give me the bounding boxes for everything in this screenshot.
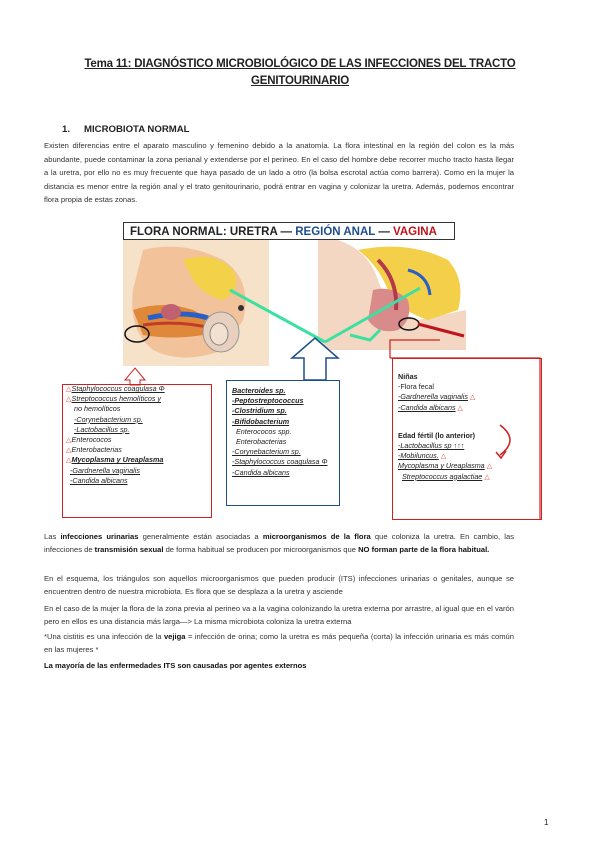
vagina-flora-list (398, 372, 492, 482)
vagina-ninas-item: -Gardnerella vaginalis (398, 392, 468, 402)
p5-text: = infección de orina; como la uretra es más pequeña (corta) la infección urinaria es más común en las mujeres * (44, 632, 515, 654)
title-line-1: Tema 11: DIAGNÓSTICO MICROBIOLÓGICO DE LAS INFECCIONES DEL TRACTO (84, 58, 516, 70)
paragraph-esquema: En el esquema, los triángulos son aquellos microorganismos que pueden producir (ITS) infecciones urinarias o genitales, aunque se encuentren dentro de nuestra microbiota. Es flora que se desplaza a la uretra y asciende (44, 574, 514, 596)
paragraph-its: La mayoría de las enfermedades ITS son causadas por agentes externos (44, 661, 307, 670)
intro-paragraph: Existen diferencias entre el aparato masculino y femenino debido a la anatomía. La flora intestinal en la región del colon es la más abundante, puede contaminar la zona perianal y extenderse por el perineo. En el caso del hombre debe recorrer mucho tracto hasta llegar a la uretra, por ello no es muy frecuente que haya pasado de un lado a otro (la bolsa escrotal actúa como barrera). Como en la mujer la distancia es menor entre la región anal y el trato genitourinario, podrá entrar en vagina y colonizar la uretra. Además, podemos encontrar flora propia de estas zonas. (44, 141, 514, 205)
warning-triangle-icon: △ (469, 392, 476, 402)
vagina-fertil-item: Streptococcus agalactiae (402, 471, 483, 481)
p2-bold: transmisión sexual (94, 545, 164, 554)
uretra-item: Staphylococcus coagulasa Φ (71, 384, 165, 393)
anal-item: -Bifidobacterium (232, 416, 290, 426)
anal-item: -Clostridium sp. (232, 406, 287, 416)
anal-item: Enterobacterias (236, 437, 287, 447)
vagina-ninas-item: -Flora fecal (398, 382, 434, 392)
vagina-fertil-item: -Lactobacillus sp ↑↑↑ (398, 441, 465, 451)
anal-flora-list (232, 386, 328, 478)
anal-item: Bacteroides sp. (232, 386, 286, 395)
uretra-flora-list (66, 384, 165, 486)
p2-bold: NO forman parte de la flora habitual. (358, 545, 490, 554)
anal-item: Enterococos spp. (236, 426, 292, 436)
uretra-item: Enterobacterias (71, 445, 122, 455)
warning-triangle-icon: △ (457, 402, 464, 412)
vagina-fertil-title: Edad fértil (lo anterior) (398, 430, 476, 440)
document-title (60, 56, 540, 90)
figure-title-anal: REGIÓN ANAL (292, 226, 379, 238)
uretra-item: Streptococcus hemolíticos y (71, 394, 162, 404)
uretra-item: -Candida albicans (70, 475, 128, 485)
warning-triangle-icon: △ (66, 394, 72, 404)
paragraph-cistitis (44, 630, 514, 656)
anal-item: -Staphylococcus coagulasa Φ (232, 457, 328, 467)
warning-triangle-icon: △ (486, 461, 493, 471)
figure-title-uretra: FLORA NORMAL: URETRA — (130, 226, 293, 238)
section-number: 1. (62, 124, 71, 135)
uretra-item: no hemolíticos (74, 404, 121, 414)
vagina-fertil-item: Mycoplasma y Ureaplasma (398, 461, 485, 471)
uretra-item: -Gardnerella vaginalis (70, 465, 140, 475)
p5-bold: vejiga (163, 632, 186, 641)
uretra-item: Mycoplasma y Ureaplasma (71, 455, 164, 465)
uretra-item: Enterococos (71, 435, 112, 445)
warning-triangle-icon: △ (484, 471, 490, 481)
p2-text: de forma habitual se producen por microorganismos que (163, 545, 359, 554)
p2-text: Las (44, 532, 61, 541)
figure-title-vagina: VAGINA (393, 226, 437, 238)
uretra-item: -Corynebacterium sp. (74, 414, 143, 424)
paragraph-mujer: En el caso de la mujer la flora de la zona previa al perineo va a la vagina colonizando la uretra externa por arrastre, al igual que en el varón pero en ellos es una distancia más larga—> La misma microbiota coloniza la uretra externa (44, 604, 514, 626)
warning-triangle-icon: △ (440, 451, 447, 461)
vagina-fertil-item: -Mobiluncus. (398, 451, 439, 461)
p5-text: *Una cistitis es una infección de la (44, 632, 164, 641)
paragraph-infecciones (44, 530, 514, 556)
anal-item: -Corynebacterium sp. (232, 447, 301, 457)
vagina-ninas-item: -Candida albicans (398, 402, 456, 412)
title-line-2: GENITOURINARIO (251, 75, 349, 87)
section-heading (62, 124, 190, 135)
page-number: 1 (544, 818, 549, 827)
anal-item: -Peptostreptococcus (232, 396, 304, 406)
p2-text: generalmente están asociadas a (138, 532, 263, 541)
figure-title (123, 222, 455, 240)
anal-item: -Candida albicans (232, 467, 290, 477)
p2-text: que coloniza la uretra. En cambio, las infecciones de (44, 532, 514, 554)
warning-triangle-icon: △ (66, 445, 72, 455)
p2-bold: infecciones urinarias (60, 532, 139, 541)
section-label: MICROBIOTA NORMAL (84, 124, 190, 135)
warning-triangle-icon: △ (66, 455, 72, 465)
warning-triangle-icon: △ (66, 384, 72, 393)
figure-title-dash: — (378, 226, 394, 238)
warning-triangle-icon: △ (66, 435, 72, 445)
vagina-ninas-title: Niñas (398, 372, 418, 381)
p2-bold: microorganismos de la flora (262, 532, 371, 541)
uretra-item: -Lactobacillus sp. (74, 424, 130, 434)
